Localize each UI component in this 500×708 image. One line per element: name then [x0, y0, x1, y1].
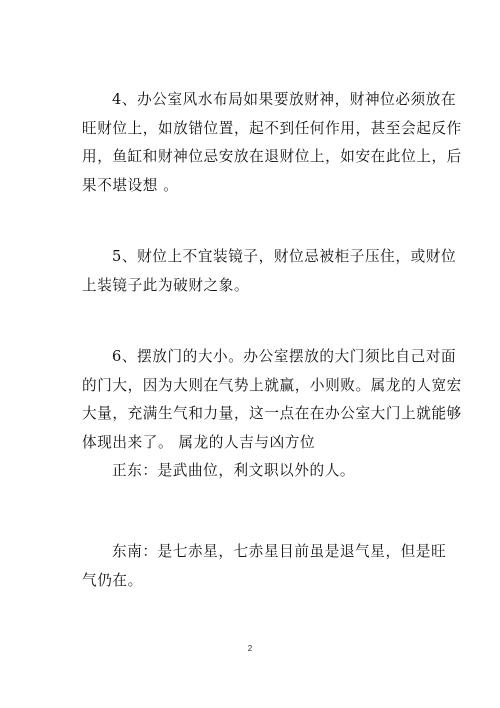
paragraph-due-east	[82, 457, 422, 486]
paragraph-line: 气仍在。	[82, 571, 143, 589]
paragraph-line: 用，鱼缸和财神位忌安放在退财位上，如安在此位上，后	[82, 148, 462, 166]
paragraph-line: 大量，充满生气和力量，这一点在在办公室大门上就能够	[82, 405, 462, 423]
page-number: 2	[247, 644, 253, 653]
paragraph-line: 的门大，因为大则在气势上就赢，小则败。属龙的人宽宏	[82, 376, 462, 394]
paragraph-line: 上装镜子此为破财之象。	[82, 276, 250, 294]
paragraph-5-wealth-mirror	[82, 243, 457, 300]
paragraph-line: 4、办公室风水布局如果要放财神，财神位必须放在	[112, 91, 457, 108]
paragraph-4-office-wealth-god	[82, 86, 462, 200]
paragraph-line: 旺财位上，如放错位置，起不到任何作用，甚至会起反作	[82, 119, 462, 137]
paragraph-line: 体现出来了。 属龙的人吉与凶方位	[82, 433, 316, 451]
paragraph-southeast	[82, 538, 447, 595]
paragraph-6-door-size	[82, 343, 462, 457]
paragraph-line: 东南：是七赤星，七赤星目前虽是退气星，但是旺	[112, 543, 447, 560]
paragraph-line: 果不堪设想 。	[82, 176, 179, 194]
paragraph-line: 正东：是武曲位，利文职以外的人。	[112, 462, 356, 479]
paragraph-line: 6、摆放门的大小。办公室摆放的大门须比自己对面	[112, 348, 457, 365]
paragraph-line: 5、财位上不宜装镜子，财位忌被柜子压住，或财位	[112, 248, 457, 265]
